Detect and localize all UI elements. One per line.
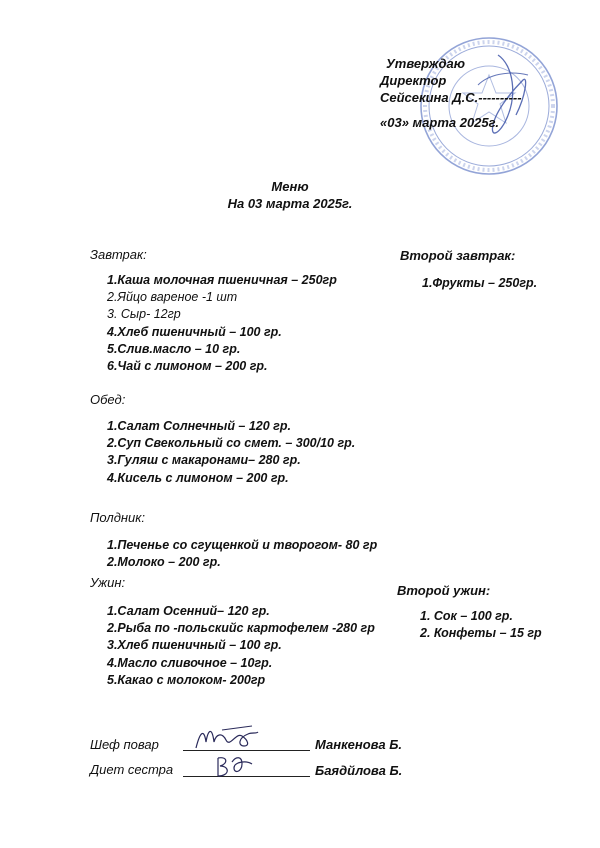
list-item: 2.Суп Свекольный со смет. – 300/10 гр. <box>107 436 356 451</box>
list-item: 1. Сок – 100 гр. <box>420 609 513 623</box>
snack-list <box>107 537 377 571</box>
approval-line-director: Директор <box>380 73 447 88</box>
nurse-handwritten-signature <box>212 750 257 780</box>
lunch-list <box>107 418 355 487</box>
list-item: 2.Рыба по -польскийс картофелем -280 гр <box>107 621 375 636</box>
approval-line-approve: Утверждаю <box>386 56 465 71</box>
list-item: 2.Молоко – 200 гр. <box>107 555 221 570</box>
list-item: 4.Масло сливочное – 10гр. <box>107 655 273 670</box>
second-dinner-list <box>420 608 542 642</box>
dinner-heading: Ужин: <box>90 575 126 590</box>
menu-title <box>0 178 580 212</box>
second-breakfast-item: 1.Фрукты – 250гр. <box>422 276 538 290</box>
list-item: 1.Салат Осенний– 120 гр. <box>107 604 270 618</box>
nurse-label: Диет сестра <box>90 762 174 777</box>
approval-line-name: Сейсекина Д.С.---------- <box>380 90 522 105</box>
list-item: 2. Конфеты – 15 гр <box>420 626 542 641</box>
chef-label: Шеф повар <box>90 737 159 752</box>
list-item: 5.Какао с молоком- 200гр <box>107 672 266 687</box>
list-item: 3.Гуляш с макаронами– 280 гр. <box>107 453 301 468</box>
nurse-name: Баядйлова Б. <box>315 763 403 778</box>
list-item: 1.Салат Солнечный – 120 гр. <box>107 419 291 433</box>
approval-date: «03» марта 2025г. <box>380 115 500 130</box>
menu-date: На 03 марта 2025г. <box>227 196 353 211</box>
list-item: 3.Хлеб пшеничный – 100 гр. <box>107 638 282 653</box>
list-item: 6.Чай с лимоном – 200 гр. <box>107 359 268 374</box>
list-item: 5.Слив.масло – 10 гр. <box>107 341 241 356</box>
list-item: 4.Кисель с лимоном – 200 гр. <box>107 470 289 485</box>
list-item: 4.Хлеб пшеничный – 100 гр. <box>107 324 282 339</box>
list-item: 2.Яйцо вареное -1 шт <box>107 290 238 305</box>
snack-heading: Полдник: <box>90 510 146 525</box>
chef-name: Манкенова Б. <box>315 737 403 752</box>
list-item: 1.Каша молочная пшеничная – 250гр <box>107 273 337 287</box>
breakfast-heading: Завтрак: <box>90 247 147 262</box>
approval-block <box>380 55 522 131</box>
breakfast-list <box>107 272 337 375</box>
list-item: 3. Сыр- 12гр <box>107 307 181 322</box>
second-dinner-heading: Второй ужин: <box>397 583 491 598</box>
dinner-list <box>107 603 375 689</box>
second-breakfast-heading: Второй завтрак: <box>400 248 516 263</box>
list-item: 1.Печенье со сгущенкой и творогом- 80 гр <box>107 538 378 552</box>
lunch-heading: Обед: <box>90 392 126 407</box>
menu-title-word: Меню <box>271 179 309 194</box>
